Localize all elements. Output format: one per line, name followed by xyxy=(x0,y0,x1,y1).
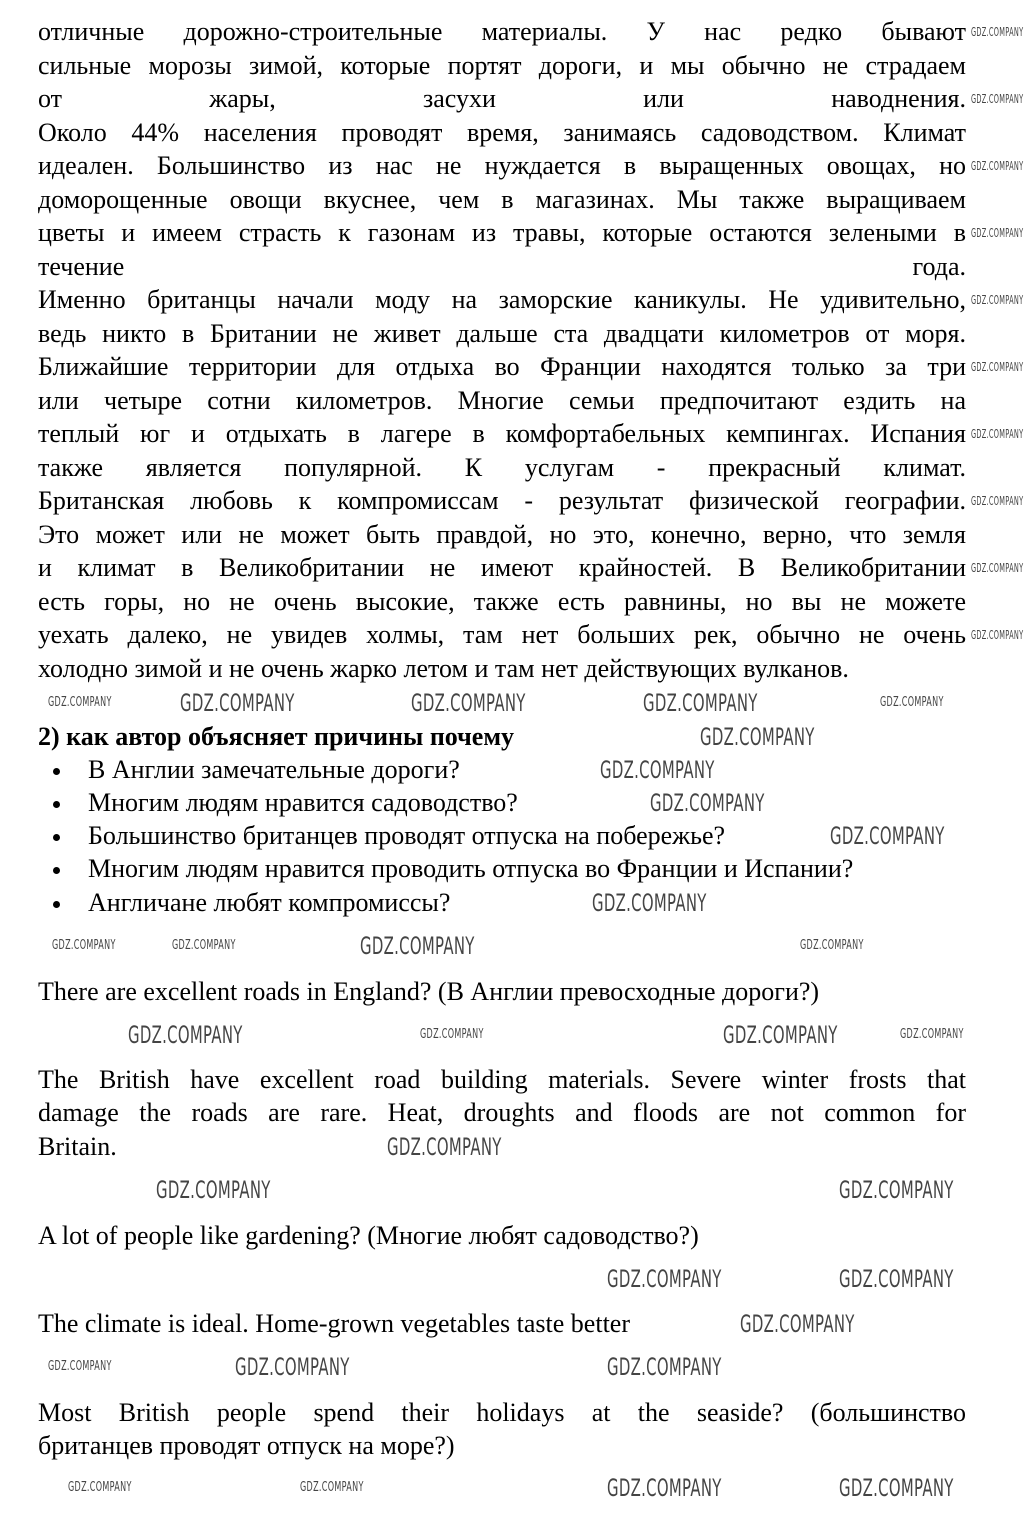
bullet-icon xyxy=(53,901,60,908)
watermark: GDZ.COMPANY xyxy=(420,1027,484,1042)
watermark: GDZ.COMPANY xyxy=(880,695,944,710)
text-line: отличные дорожно-строительные материалы. У нас редко бывают xyxy=(38,17,966,46)
text-line: течение года. xyxy=(38,252,966,281)
watermark: GDZ.COMPANY xyxy=(839,1265,954,1293)
text-line: или четыре сотни километров. Многие семьи предпочитают ездить на xyxy=(38,386,966,415)
watermark: GDZ.COMPANY xyxy=(360,932,475,960)
answer-text-line: Britain. xyxy=(38,1132,117,1161)
watermark: GDZ.COMPANY xyxy=(723,1021,838,1049)
text-line: холодно зимой и не очень жарко летом и там нет действующих вулканов. xyxy=(38,654,849,683)
watermark: GDZ.COMPANY xyxy=(971,427,1024,441)
watermark: GDZ.COMPANY xyxy=(68,1480,132,1495)
text-line: и климат в Великобритании не имеют крайностей. В Великобритании xyxy=(38,553,966,582)
answer-question-1: There are excellent roads in England? (В Англии превосходные дороги?) xyxy=(38,977,820,1006)
watermark: GDZ.COMPANY xyxy=(971,494,1024,508)
watermark: GDZ.COMPANY xyxy=(156,1176,271,1204)
watermark: GDZ.COMPANY xyxy=(971,561,1024,575)
question-heading: 2) как автор объясняет причины почему xyxy=(38,722,515,751)
text-line: доморощенные овощи вкуснее, чем в магазинах. Мы также выращиваем xyxy=(38,185,966,214)
text-line: Около 44% населения проводят время, занимаясь садоводством. Климат xyxy=(38,118,966,147)
list-item: Многим людям нравится садоводство? xyxy=(88,788,518,817)
answer-question-3-cont: британцев проводят отпуск на море?) xyxy=(38,1431,455,1460)
bullet-icon xyxy=(53,768,60,775)
text-line: теплый юг и отдыхать в лагере в комфортабельных кемпингах. Испания xyxy=(38,419,966,448)
watermark: GDZ.COMPANY xyxy=(607,1353,722,1381)
bullet-icon xyxy=(53,867,60,874)
answer-text-2: The climate is ideal. Home-grown vegetables taste better xyxy=(38,1309,630,1338)
watermark: GDZ.COMPANY xyxy=(607,1474,722,1502)
text-line: Ближайшие территории для отдыха во Франции находятся только за три xyxy=(38,352,966,381)
bullet-icon xyxy=(53,801,60,808)
watermark: GDZ.COMPANY xyxy=(971,159,1024,173)
text-line: сильные морозы зимой, которые портят дороги, и мы обычно не страдаем xyxy=(38,51,966,80)
watermark: GDZ.COMPANY xyxy=(643,689,758,717)
watermark: GDZ.COMPANY xyxy=(830,822,945,850)
answer-text-line: The British have excellent road building materials. Severe winter frosts that xyxy=(38,1065,966,1094)
watermark: GDZ.COMPANY xyxy=(607,1265,722,1293)
list-item: Англичане любят компромиссы? xyxy=(88,888,451,917)
watermark: GDZ.COMPANY xyxy=(971,293,1024,307)
watermark: GDZ.COMPANY xyxy=(592,889,707,917)
list-item: Многим людям нравится проводить отпуска во Франции и Испании? xyxy=(88,854,854,883)
watermark: GDZ.COMPANY xyxy=(740,1310,855,1338)
list-item: Большинство британцев проводят отпуска на побережье? xyxy=(88,821,726,850)
watermark: GDZ.COMPANY xyxy=(52,938,116,953)
watermark: GDZ.COMPANY xyxy=(48,695,112,710)
list-item: В Англии замечательные дороги? xyxy=(88,755,460,784)
text-line: Именно британцы начали моду на заморские каникулы. Не удивительно, xyxy=(38,285,966,314)
watermark: GDZ.COMPANY xyxy=(971,360,1024,374)
watermark: GDZ.COMPANY xyxy=(700,723,815,751)
watermark: GDZ.COMPANY xyxy=(128,1021,243,1049)
watermark: GDZ.COMPANY xyxy=(411,689,526,717)
text-line: есть горы, но не очень высокие, также есть равнины, но вы не можете xyxy=(38,587,966,616)
watermark: GDZ.COMPANY xyxy=(971,226,1024,240)
watermark: GDZ.COMPANY xyxy=(172,938,236,953)
text-line: Британская любовь к компромиссам - результат физической географии. xyxy=(38,486,966,515)
watermark: GDZ.COMPANY xyxy=(971,92,1024,106)
answer-question-2: A lot of people like gardening? (Многие любят садоводство?) xyxy=(38,1221,699,1250)
text-line: также является популярной. К услугам - прекрасный климат. xyxy=(38,453,966,482)
watermark: GDZ.COMPANY xyxy=(235,1353,350,1381)
text-line: ведь никто в Британии не живет дальше ста двадцати километров от моря. xyxy=(38,319,966,348)
answer-question-3: Most British people spend their holidays at the seaside? (большинство xyxy=(38,1398,966,1427)
watermark: GDZ.COMPANY xyxy=(971,25,1024,39)
text-line: от жары, засухи или наводнения. xyxy=(38,84,966,113)
watermark: GDZ.COMPANY xyxy=(300,1480,364,1495)
bullet-icon xyxy=(53,834,60,841)
answer-text-line: damage the roads are rare. Heat, droughts and floods are not common for xyxy=(38,1098,966,1127)
watermark: GDZ.COMPANY xyxy=(600,756,715,784)
watermark: GDZ.COMPANY xyxy=(839,1176,954,1204)
watermark: GDZ.COMPANY xyxy=(900,1027,964,1042)
text-line: уехать далеко, не увидев холмы, там нет больших рек, обычно не очень xyxy=(38,620,966,649)
watermark: GDZ.COMPANY xyxy=(180,689,295,717)
text-line: Это может или не может быть правдой, но это, конечно, верно, что земля xyxy=(38,520,966,549)
watermark: GDZ.COMPANY xyxy=(800,938,864,953)
watermark: GDZ.COMPANY xyxy=(48,1359,112,1374)
watermark: GDZ.COMPANY xyxy=(387,1133,502,1161)
watermark: GDZ.COMPANY xyxy=(650,789,765,817)
text-line: идеален. Большинство из нас не нуждается в выращенных овощах, но xyxy=(38,151,966,180)
text-line: цветы и имеем страсть к газонам из травы, которые остаются зелеными в xyxy=(38,218,966,247)
watermark: GDZ.COMPANY xyxy=(971,628,1024,642)
watermark: GDZ.COMPANY xyxy=(839,1474,954,1502)
